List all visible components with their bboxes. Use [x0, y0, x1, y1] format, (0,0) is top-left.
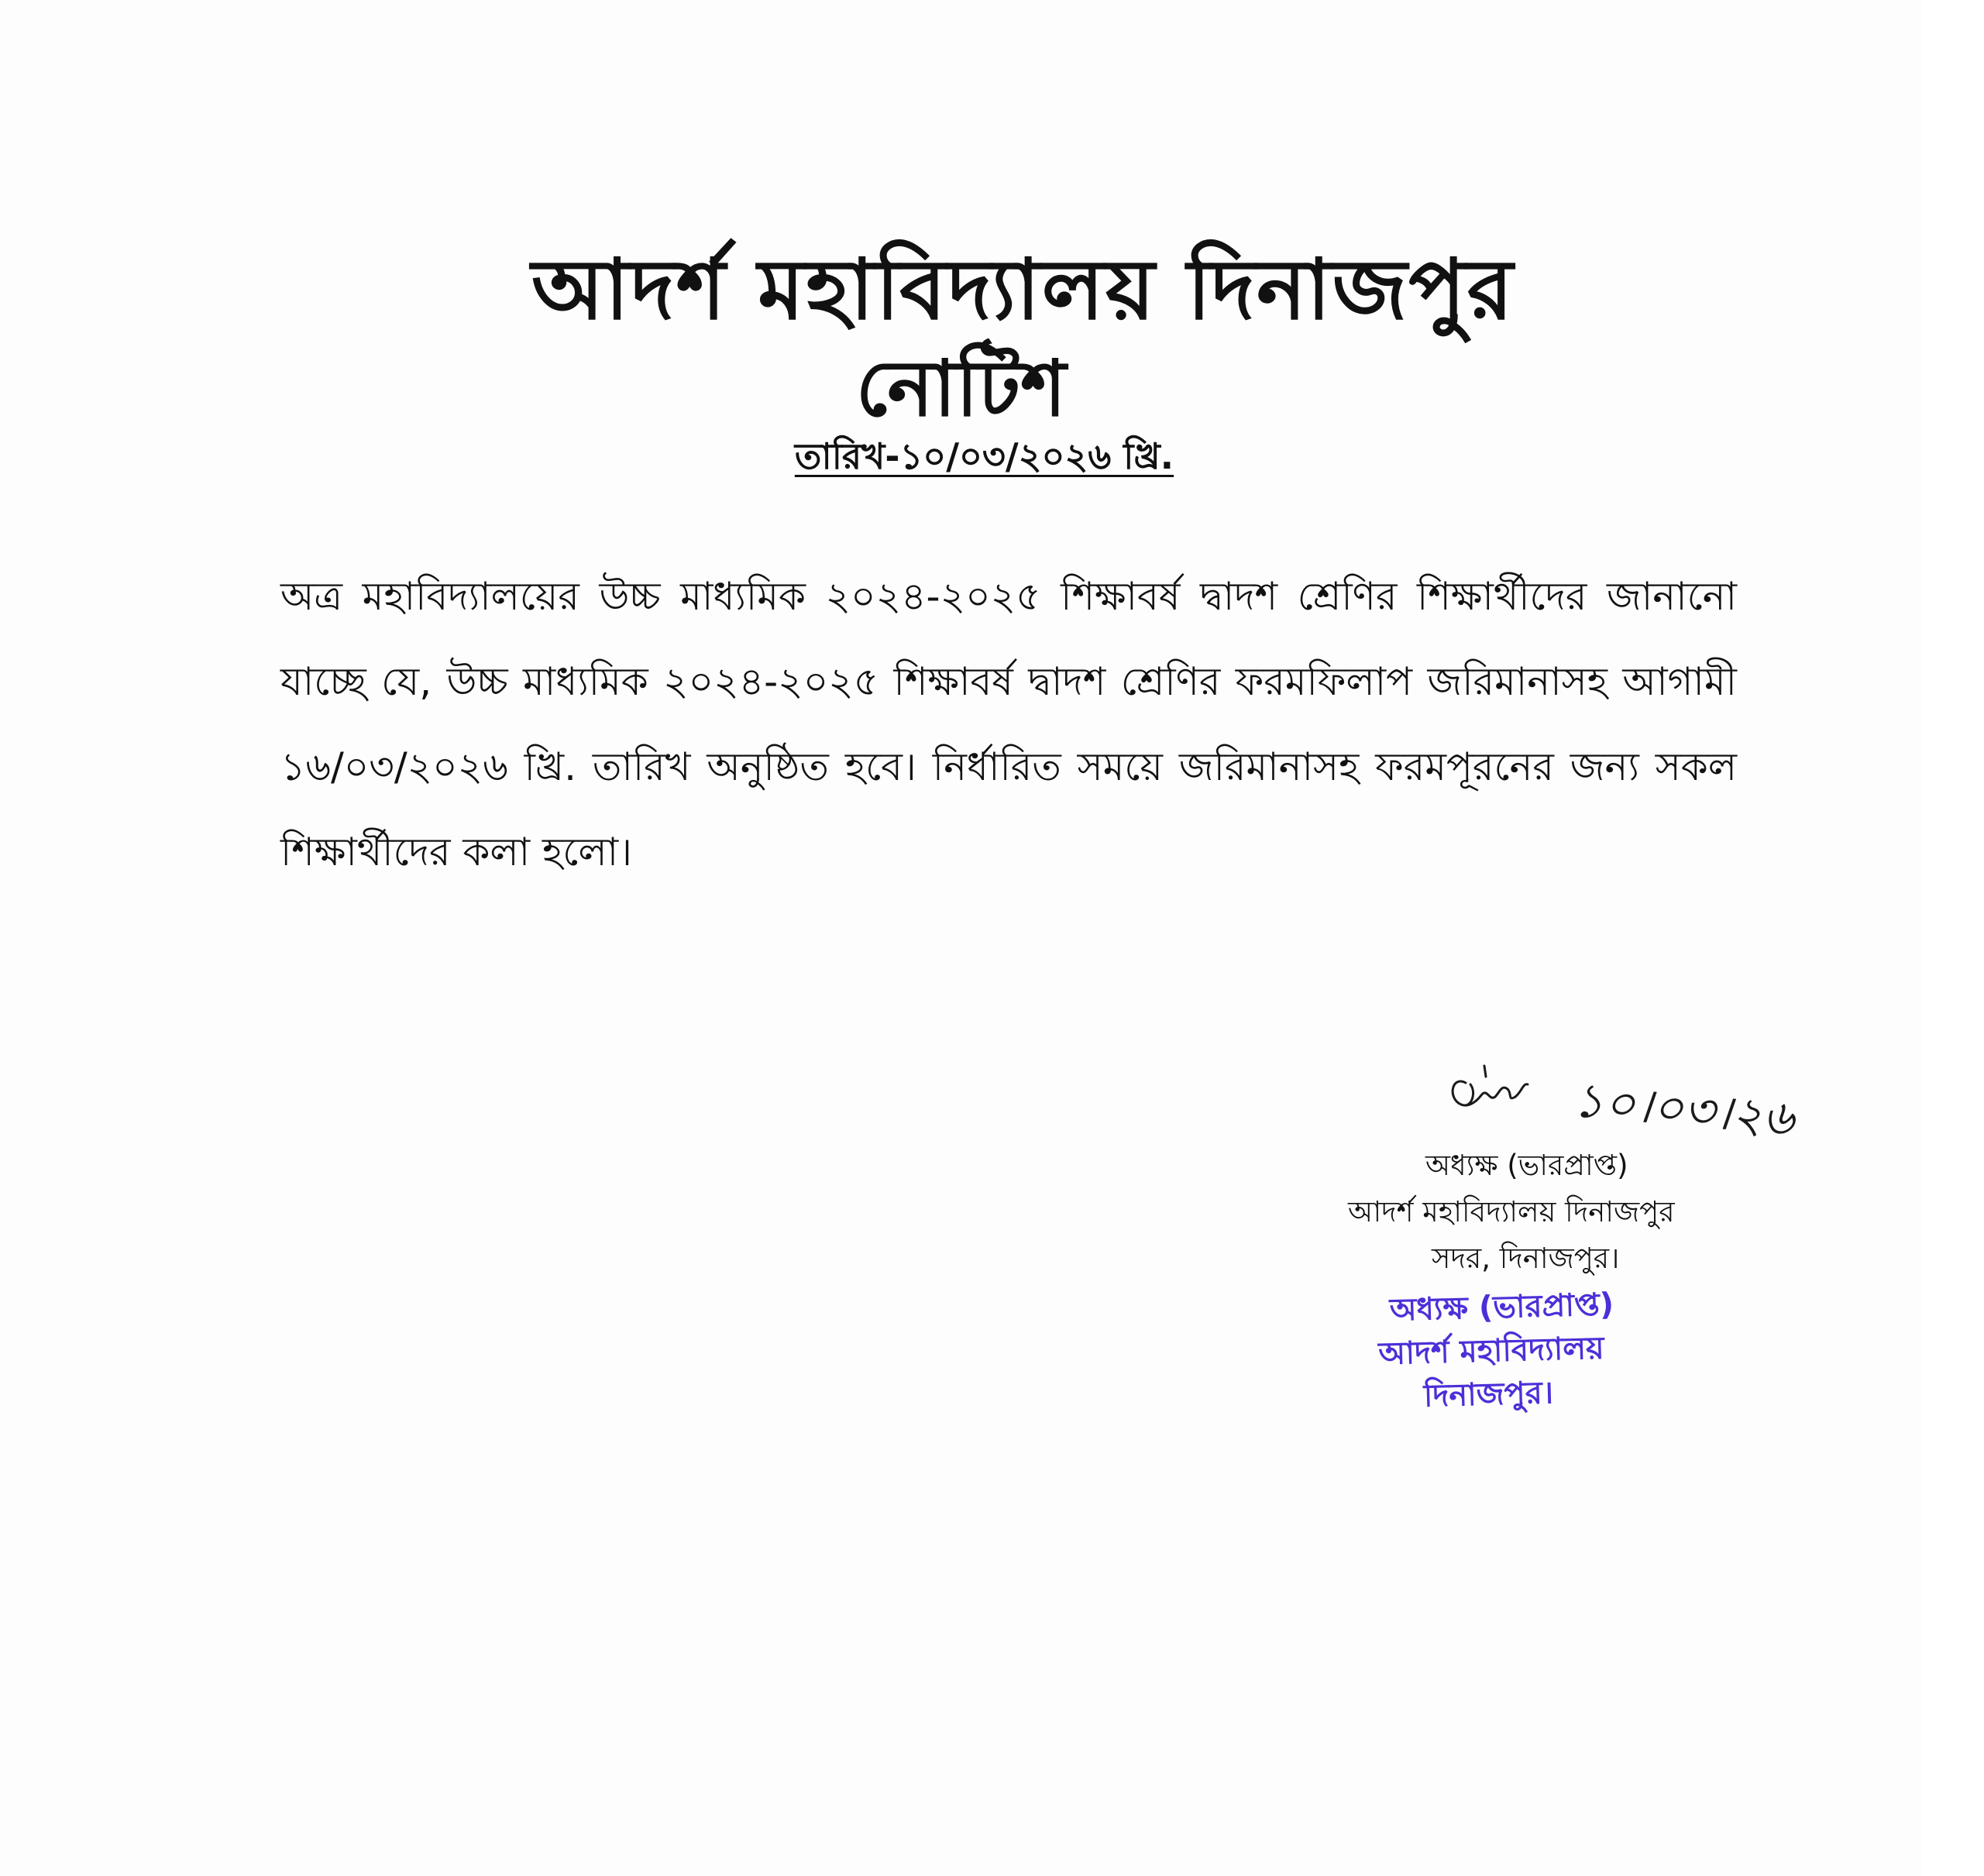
handwritten-date: ১০।০৩।২৬	[1570, 1070, 1797, 1147]
official-stamp	[1346, 1282, 1659, 1420]
notice-title: নোটিশ	[855, 343, 1067, 434]
notice-date-text: তারিখ-১০/০৩/২০২৬ খ্রি.	[794, 435, 1174, 477]
signatory-college: আদর্শ মহাবিদ্যালয় দিনাজপুর	[1348, 1195, 1675, 1228]
signatory-address: সদর, দিনাজপুর।	[1432, 1242, 1620, 1275]
stamp-title: অধ্যক্ষ (ভারপ্রাপ্ত)	[1389, 1287, 1614, 1328]
notice-body: অত্র মহাবিদ্যালয়ের উচ্চ মাধ্যমিক ২০২৪-২০২৫ শিক্ষাবর্ষ দ্বাদশ শ্রেণির শিক্ষার্থীদের জানানো যাচ্ছে যে, উচ্চ মাধ্যমিক ২০২৪-২০২৫ শিক্ষাবর্ষ দ্বাদশ শ্রেণির ফরমফিলাপ জরিমানাসহ আগামী ১৬/০৩/২০২৬ খ্রি. তারিখ অনুষ্ঠিত হবে। নির্ধারিত সময়ে জরিমানাসহ ফরমপূরনের জন্য সকল শিক্ষার্থীদের কলা হলো।	[280, 574, 1737, 874]
notice-date	[23, 430, 1945, 489]
stamp-college: আদর্শ মহাবিদ্যালয়	[1377, 1330, 1605, 1373]
college-name-heading: আদর্শ মহাবিদ্যালয় দিনাজপুর	[531, 242, 1515, 338]
signatory-title: অধ্যক্ষ (ভারপ্রাপ্ত)	[1425, 1149, 1628, 1182]
stamp-place: দিনাজপুর।	[1423, 1375, 1554, 1414]
